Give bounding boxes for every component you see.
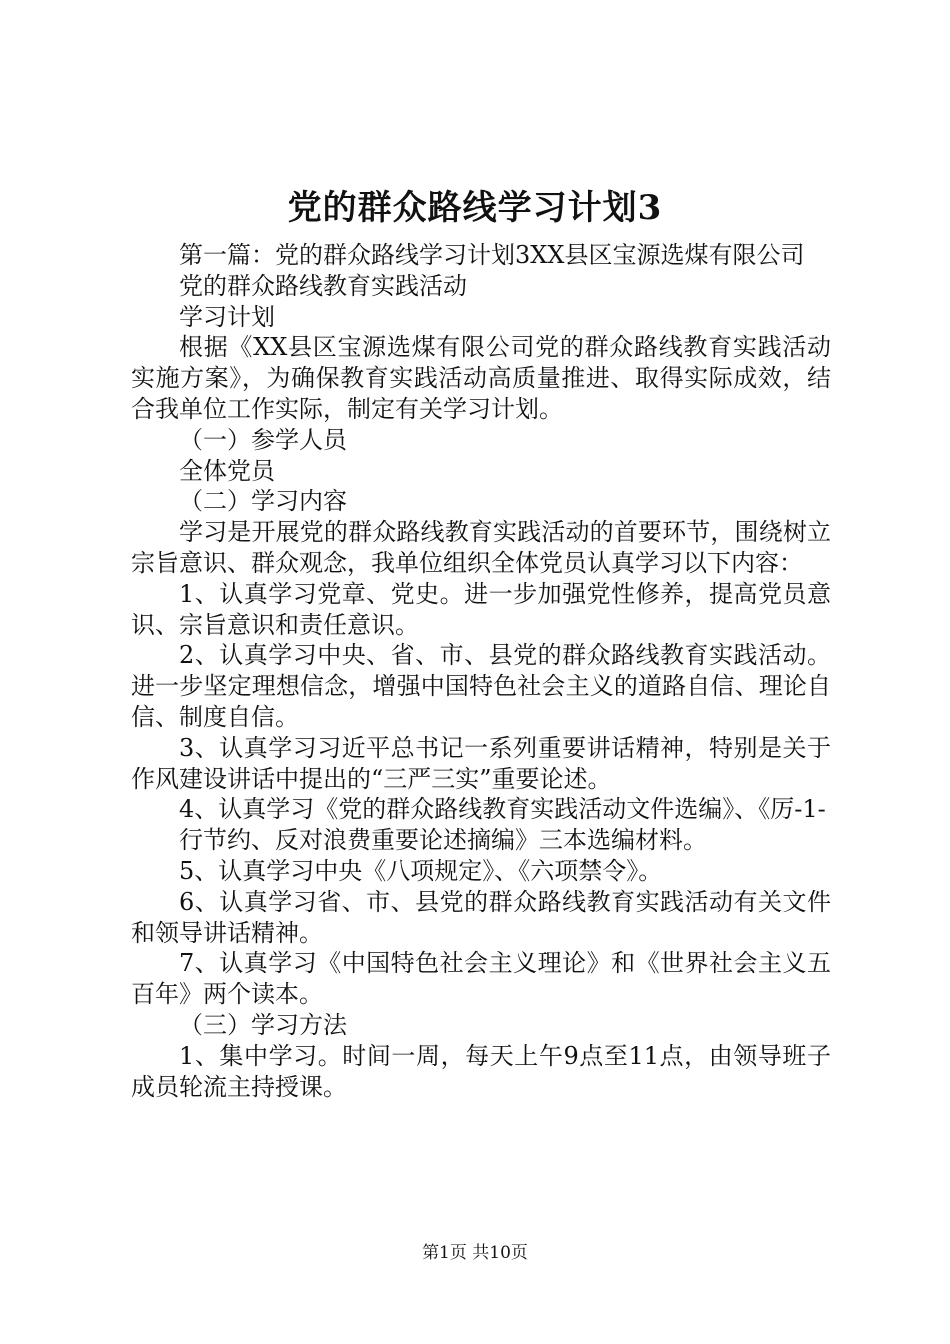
section-heading: （三）学习方法 bbox=[179, 1010, 347, 1039]
list-item: 2、认真学习中央、省、市、县党的群众路线教育实践活动。进一步坚定理想信念，增强中国特色社会主义的道路自信、理论自信、制度自信。 bbox=[131, 641, 831, 731]
section-heading: （一）参学人员 bbox=[179, 425, 347, 454]
paragraph: 党的群众路线教育实践活动 bbox=[179, 271, 467, 300]
list-item: 7、认真学习《中国特色社会主义理论》和《世界社会主义五百年》两个读本。 bbox=[131, 949, 831, 1009]
document-title: 党的群众路线学习计划3 bbox=[287, 188, 663, 228]
document-body bbox=[131, 240, 831, 1102]
paragraph: 学习是开展党的群众路线教育实践活动的首要环节，围绕树立宗旨意识、群众观念，我单位组织全体党员认真学习以下内容： bbox=[131, 518, 831, 577]
list-item: 3、认真学习习近平总书记一系列重要讲话精神，特别是关于作风建设讲话中提出的“三严三实”重要论述。 bbox=[131, 733, 831, 793]
paragraph: 根据《XX县区宝源选煤有限公司党的群众路线教育实践活动实施方案》，为确保教育实践活动高质量推进、取得实际成效，结合我单位工作实际，制定有关学习计划。 bbox=[131, 333, 831, 423]
list-item: 6、认真学习省、市、县党的群众路线教育实践活动有关文件和领导讲话精神。 bbox=[131, 887, 831, 947]
paragraph: 第一篇：党的群众路线学习计划3XX县区宝源选煤有限公司 bbox=[179, 241, 805, 269]
list-item: 1、认真学习党章、党史。进一步加强党性修养，提高党员意识、宗旨意识和责任意识。 bbox=[131, 579, 831, 639]
paragraph: 全体党员 bbox=[179, 456, 275, 485]
list-item: 1、集中学习。时间一周，每天上午9点至11点，由领导班子成员轮流主持授课。 bbox=[131, 1041, 831, 1101]
paragraph: 学习计划 bbox=[179, 302, 275, 331]
list-item: 4、认真学习《党的群众路线教育实践活动文件选编》、《厉-1- bbox=[179, 795, 826, 824]
paragraph: 行节约、反对浪费重要论述摘编》三本选编材料。 bbox=[179, 826, 707, 855]
page-footer: 第1页 共10页 bbox=[422, 1243, 528, 1263]
list-item: 5、认真学习中央《八项规定》、《六项禁令》。 bbox=[179, 856, 663, 885]
section-heading: （二）学习内容 bbox=[179, 487, 347, 516]
